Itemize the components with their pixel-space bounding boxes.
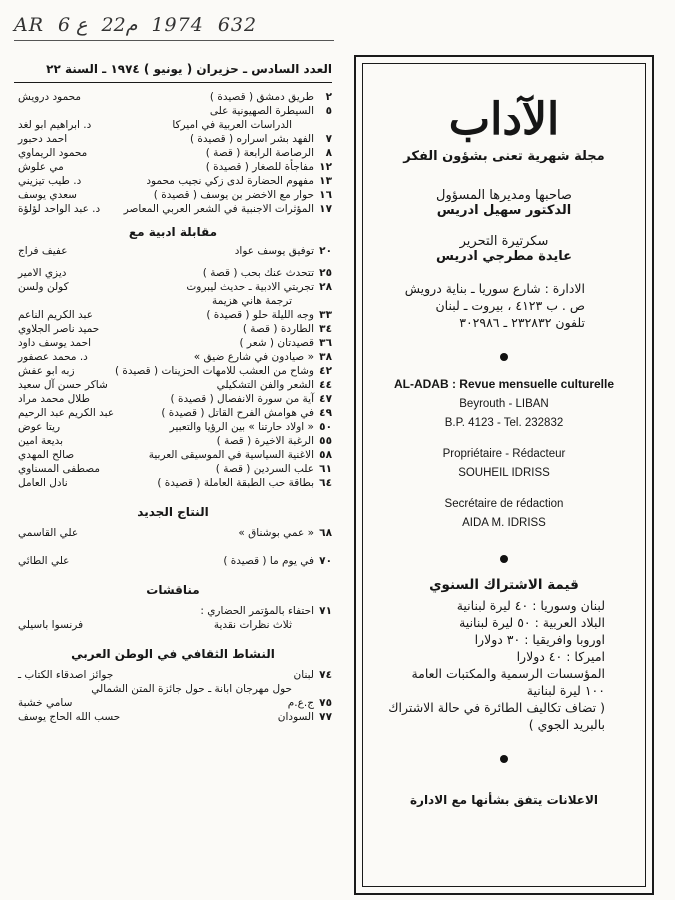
- page-number: ٢٨: [319, 281, 332, 293]
- page-number: ١٣: [319, 175, 332, 187]
- entry-author: مصطفى المسناوي: [18, 463, 100, 475]
- subscription-line: البلاد العربية : ٥٠ ليرة لبنانية: [459, 615, 605, 630]
- entry-author: فرنسوا باسيلي: [18, 619, 84, 631]
- page-number: ٤٩: [319, 407, 332, 419]
- contents-row: [14, 477, 332, 491]
- contents-row: [14, 147, 332, 161]
- subscription-line: اميركا : ٤٠ دولارا: [516, 649, 605, 664]
- new-writing-list: [14, 527, 332, 569]
- secretary-name: عايدة مطرجي ادريس: [435, 249, 573, 264]
- contents-row: [14, 175, 332, 189]
- contents-row: [14, 449, 332, 463]
- entry-author: حميد ناصر الجلاوي: [18, 323, 100, 335]
- contents-row: [14, 105, 332, 119]
- latin-secretary-name: AIDA M. IDRISS: [462, 517, 546, 529]
- entry-title: « اولاد حارتنا » بين الرؤيا والتعبير: [169, 421, 314, 433]
- latin-bp: B.P. 4123 - Tel. 232832: [444, 417, 564, 429]
- contents-row: [14, 683, 332, 697]
- entry-title: مفهوم الحضارة لدى زكي نجيب محمود: [146, 175, 314, 187]
- contents-row: [14, 605, 332, 619]
- subscription-line: لبنان وسوريا : ٤٠ ليرة لبنانية: [456, 598, 605, 613]
- page-number: ٥٨: [319, 449, 332, 461]
- contents-row: [14, 669, 332, 683]
- page-number: ١٦: [319, 189, 332, 201]
- handwritten-catalog-note: [14, 8, 344, 42]
- entry-author: سعدي يوسف: [18, 189, 77, 201]
- page-number: ٤٤: [319, 379, 332, 391]
- admin-line: الادارة : شارع سوريا ـ بناية درويش: [404, 281, 585, 296]
- contents-row: [14, 697, 332, 711]
- contents-row: [14, 337, 332, 351]
- entry-author: طلال محمد مراد: [18, 393, 90, 405]
- entry-title: قصيدتان ( شعر ): [239, 337, 314, 349]
- entry-author: د. محمد عصفور: [18, 351, 88, 363]
- page-number: ٦٤: [319, 477, 332, 489]
- admin-line: ص . ب ٤١٢٣ ، بيروت ـ لبنان: [435, 298, 585, 313]
- entry-title: الشعر والفن التشكيلي: [216, 379, 314, 391]
- entry-author: زبه ابو عفش: [18, 365, 75, 377]
- magazine-title: الآداب: [448, 94, 560, 145]
- entry-title: ثلاث نظرات نقدية: [213, 619, 292, 631]
- entry-title: طريق دمشق ( قصيدة ): [209, 91, 314, 103]
- contents-row: [14, 295, 332, 309]
- hand-note-5: 632: [217, 14, 258, 36]
- entry-title: وجه الليلة حلو ( قصيدة ): [206, 309, 314, 321]
- contents-row: [14, 619, 332, 633]
- contents-row: [14, 91, 332, 105]
- discussions-heading: مناقشات: [146, 583, 200, 597]
- contents-row: [14, 435, 332, 449]
- page-number: ٤٧: [319, 393, 332, 405]
- entry-author: عبد الكريم الناعم: [18, 309, 93, 321]
- interview-heading: مقابلة ادبية مع: [128, 225, 218, 239]
- interview-list: [14, 245, 332, 259]
- entry-author: علي القاسمي: [18, 527, 79, 539]
- entry-author: مي علوش: [18, 161, 64, 173]
- page-number: ٢٥: [319, 267, 332, 279]
- page-number: ١٢: [319, 161, 332, 173]
- entry-title: السيطرة الصهيونية على: [209, 105, 314, 117]
- entry-author: محمود درويش: [18, 91, 82, 103]
- owner-name: الدكتور سهيل ادريس: [436, 203, 572, 218]
- bullet-divider: [500, 555, 508, 563]
- hand-note-3: 22م: [101, 14, 138, 36]
- contents-row: [14, 133, 332, 147]
- entry-author: عبد الكريم عبد الرحيم: [18, 407, 115, 419]
- catalog-underline: [14, 40, 334, 41]
- entry-title: حول مهرجان ابانة ـ حول جائزة المتن الشمالي: [91, 683, 292, 695]
- page-number: ٧٠: [319, 555, 332, 567]
- entry-title: الاغنية السياسية في الموسيقى العربية: [148, 449, 314, 461]
- subscription-title: قيمة الاشتراك السنوي: [429, 577, 579, 593]
- page-number: ٥٠: [319, 421, 332, 433]
- entry-author: كولن ولسن: [18, 281, 69, 293]
- page-number: ٨: [325, 147, 332, 159]
- entry-title: « عمي بوشناق »: [238, 527, 314, 539]
- entry-title: السودان: [277, 711, 314, 723]
- entry-author: حسب الله الحاج يوسف: [18, 711, 121, 723]
- entry-title: بطاقة حب الطبقة العاملة ( قصيدة ): [157, 477, 314, 489]
- entry-title: تجربتي الادبية ـ حديث ليبروت: [186, 281, 314, 293]
- contents-list: [14, 91, 332, 217]
- latin-owner-name: SOUHEIL IDRISS: [458, 467, 550, 479]
- page-number: ١٧: [319, 203, 332, 215]
- contents-row: [14, 189, 332, 203]
- entry-title: تتحدث عنك بحب ( قصة ): [202, 267, 314, 279]
- entry-author: سامي خشبة: [18, 697, 73, 709]
- entry-title: حوار مع الاخضر بن يوسف ( قصيدة ): [153, 189, 314, 201]
- page-number: ٧١: [319, 605, 332, 617]
- page-number: ٣٤: [319, 323, 332, 335]
- entry-title: ترجمة هاني هزيمة: [212, 295, 292, 307]
- page-number: ٢٠: [319, 245, 332, 257]
- subscription-line: ( تضاف تكاليف الطائرة في حالة الاشتراك: [388, 700, 605, 715]
- bullet-divider: [500, 755, 508, 763]
- contents-row: [14, 421, 332, 435]
- page-number: ٢: [325, 91, 332, 103]
- entry-title: لبنان: [293, 669, 314, 681]
- contents-row: [14, 365, 332, 379]
- contents-row: [14, 555, 332, 569]
- latin-city: Beyrouth - LIBAN: [459, 398, 549, 410]
- contents-row: [14, 527, 332, 541]
- page-number: ٧: [325, 133, 332, 145]
- contents-row: [14, 281, 332, 295]
- entry-author: احمد يوسف داود: [18, 337, 92, 349]
- entry-title: وشاح من العشب للامهات الحزينات ( قصيدة ): [114, 365, 314, 377]
- latin-info: [363, 375, 645, 533]
- entry-author: محمود الريماوي: [18, 147, 88, 159]
- entry-title: الرغبة الاخيرة ( قصة ): [216, 435, 314, 447]
- entry-author: علي الطائي: [18, 555, 70, 567]
- hand-note-2: 6 ع: [58, 14, 88, 36]
- magazine-subtitle: مجلة شهرية تعنى بشؤون الفكر: [403, 149, 605, 164]
- owner-label: صاحبها ومديرها المسؤول: [436, 188, 572, 203]
- entry-author: عفيف فراج: [18, 245, 68, 257]
- entry-author: د. طيب تيزيني: [18, 175, 82, 187]
- contents-row: [14, 711, 332, 725]
- contents-row: [14, 379, 332, 393]
- contents-list-2: [14, 267, 332, 491]
- contents-row: [14, 309, 332, 323]
- secretary-label: سكرتيرة التحرير: [459, 234, 549, 249]
- page-number: ٧٧: [319, 711, 332, 723]
- entry-title: توفيق يوسف عواد: [234, 245, 314, 257]
- entry-title: المؤثرات الاجنبية في الشعر العربي المعاصر: [123, 203, 314, 215]
- cultural-heading: النشاط الثقافي في الوطن العربي: [71, 647, 275, 661]
- masthead-box: [354, 55, 654, 895]
- page-number: ٣٣: [319, 309, 332, 321]
- hand-note-4: 1974: [151, 14, 204, 36]
- admin-address: [363, 280, 645, 331]
- page-number: ٤٢: [319, 365, 332, 377]
- page-number: ٧٤: [319, 669, 332, 681]
- page-number: ٦١: [319, 463, 332, 475]
- page-number: ٥٥: [319, 435, 332, 447]
- ads-note: الاعلانات يتفق بشأنها مع الادارة: [409, 793, 599, 807]
- entry-author: ريتا عوض: [18, 421, 61, 433]
- entry-author: نادل العامل: [18, 477, 68, 489]
- entry-title: علب السردين ( قصة ): [215, 463, 314, 475]
- masthead-inner-frame: [362, 63, 646, 887]
- entry-title: ج.ع.م: [287, 697, 314, 709]
- page-number: ٦٨: [319, 527, 332, 539]
- entry-title: آية من سورة الانفصال ( قصيدة ): [170, 393, 314, 405]
- subscription-line: ١٠٠ ليرة لبنانية: [526, 683, 605, 698]
- entry-author: صالح المهدي: [18, 449, 75, 461]
- contents-row: [14, 119, 332, 133]
- contents-row: [14, 245, 332, 259]
- cultural-list: [14, 669, 332, 725]
- table-of-contents: [14, 62, 332, 725]
- issue-line: العدد السادس ـ حزيران ( يونيو ) ١٩٧٤ ـ السنة ٢٢: [14, 62, 332, 83]
- entry-title: الفهد بشر اسراره ( قصيدة ): [189, 133, 314, 145]
- subscription-line: المؤسسات الرسمية والمكتبات العامة: [411, 666, 605, 681]
- entry-author: جوائز اصدقاء الكتاب ـ: [18, 669, 114, 681]
- latin-secretary-label: Secrétaire de rédaction: [444, 498, 564, 510]
- hand-note-1: AR: [14, 14, 45, 36]
- latin-title: AL-ADAB : Revue mensuelle culturelle: [393, 377, 615, 391]
- page-number: ٧٥: [319, 697, 332, 709]
- admin-line: تلفون ٢٣٢٨٣٢ ـ ٣٠٢٩٨٦: [459, 315, 585, 330]
- entry-author: بديعة امين: [18, 435, 64, 447]
- entry-author: د. ابراهيم ابو لغد: [18, 119, 92, 131]
- contents-row: [14, 351, 332, 365]
- entry-author: ديزي الامير: [18, 267, 67, 279]
- entry-title: « صيادون في شارع ضيق »: [193, 351, 314, 363]
- contents-row: [14, 463, 332, 477]
- contents-row: [14, 323, 332, 337]
- subscription-line: اوروبا وافريقيا : ٣٠ دولارا: [474, 632, 605, 647]
- new-writing-heading: النتاج الجديد: [137, 505, 209, 519]
- page-number: ٥: [325, 105, 332, 117]
- page-number: ٣٨: [319, 351, 332, 363]
- entry-author: احمد دحبور: [18, 133, 68, 145]
- latin-owner-label: Propriétaire - Rédacteur: [442, 448, 566, 460]
- contents-row: [14, 267, 332, 281]
- contents-row: [14, 161, 332, 175]
- bullet-divider: [500, 353, 508, 361]
- entry-title: مفاجأة للصغار ( قصيدة ): [205, 161, 314, 173]
- entry-title: الرصاصة الرابعة ( قصة ): [205, 147, 314, 159]
- entry-title: الطاردة ( قصة ): [242, 323, 314, 335]
- entry-author: د. عبد الواحد لؤلؤة: [18, 203, 101, 215]
- page-number: ٣٦: [319, 337, 332, 349]
- entry-title: احتفاء بالمؤتمر الحضاري :: [200, 605, 314, 617]
- contents-row: [14, 407, 332, 421]
- subscription-line: بالبريد الجوي ): [528, 717, 605, 732]
- discussions-list: [14, 605, 332, 633]
- subscription-list: [363, 597, 645, 733]
- entry-author: شاكر حسن آل سعيد: [18, 379, 108, 391]
- contents-row: [14, 203, 332, 217]
- entry-title: في يوم ما ( قصيدة ): [223, 555, 314, 567]
- entry-title: الدراسات العربية في اميركا: [172, 119, 292, 131]
- contents-row: [14, 393, 332, 407]
- entry-title: في هوامش الفرح القاتل ( قصيدة ): [161, 407, 314, 419]
